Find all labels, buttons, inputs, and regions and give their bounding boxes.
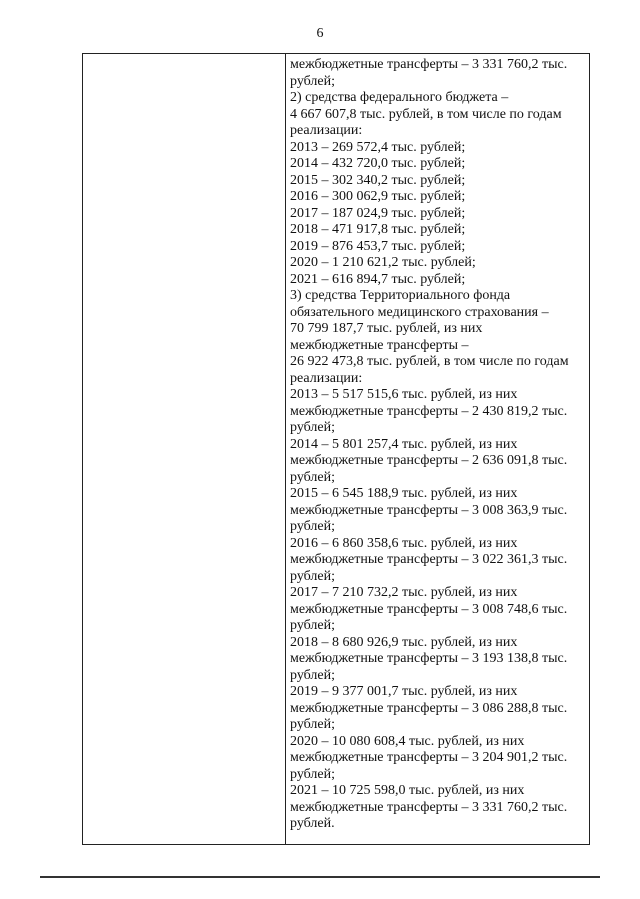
text-line: межбюджетные трансферты – 3 022 361,3 тыс. — [290, 552, 568, 567]
text-line: межбюджетные трансферты – 3 331 760,2 тыс. — [290, 799, 568, 815]
table-left-cell — [83, 54, 286, 844]
text-line: 2017 – 7 210 732,2 тыс. рублей, из них — [290, 585, 518, 600]
text-line: рублей. — [290, 816, 335, 831]
text-line: 2021 – 616 894,7 тыс. рублей; — [290, 271, 466, 287]
text-line: 2014 – 432 720,0 тыс. рублей; — [290, 156, 466, 171]
page-number: 6 — [316, 26, 324, 41]
text-line: межбюджетные трансферты – 3 008 748,6 тыс. — [290, 601, 568, 617]
text-line: рублей; — [290, 73, 335, 89]
text-line: 2015 – 302 340,2 тыс. рублей; — [290, 172, 466, 188]
text-line: обязательного медицинского страхования – — [290, 304, 549, 320]
text-line: 2013 – 269 572,4 тыс. рублей; — [290, 139, 466, 155]
footer-rule — [40, 876, 600, 878]
text-line: 3) средства Территориального фонда — [290, 288, 511, 303]
text-line: межбюджетные трансферты – 3 204 901,2 тыс. — [290, 750, 568, 765]
text-line: 2020 – 10 080 608,4 тыс. рублей, из них — [290, 733, 525, 749]
text-line: рублей; — [290, 766, 335, 782]
text-line: 2021 – 10 725 598,0 тыс. рублей, из них — [290, 783, 525, 798]
text-line: 2013 – 5 517 515,6 тыс. рублей, из них — [290, 387, 518, 402]
text-line: 2015 – 6 545 188,9 тыс. рублей, из них — [290, 486, 518, 501]
text-line: межбюджетные трансферты – 3 193 138,8 тыс. — [290, 651, 568, 666]
text-line: рублей; — [290, 420, 335, 435]
text-line: 2019 – 876 453,7 тыс. рублей; — [290, 238, 466, 254]
text-line: рублей; — [290, 469, 335, 485]
text-line: межбюджетные трансферты – 3 008 363,9 тыс. — [290, 502, 568, 518]
text-line: межбюджетные трансферты – 3 331 760,2 тыс. — [290, 57, 568, 72]
text-line: 26 922 473,8 тыс. рублей, в том числе по годам — [290, 354, 569, 369]
table-right-cell — [286, 57, 585, 833]
text-line: 2) средства федерального бюджета – — [290, 90, 509, 105]
text-line: межбюджетные трансферты – 2 636 091,8 тыс. — [290, 453, 568, 468]
text-line: межбюджетные трансферты – — [290, 337, 469, 353]
text-line: рублей; — [290, 717, 335, 732]
text-line: 2018 – 8 680 926,9 тыс. рублей, из них — [290, 634, 518, 650]
text-line: межбюджетные трансферты – 3 086 288,8 тыс. — [290, 700, 568, 716]
text-line: 2020 – 1 210 621,2 тыс. рублей; — [290, 255, 476, 270]
text-line: реализации: — [290, 370, 363, 386]
text-line: рублей; — [290, 618, 335, 633]
text-line: 4 667 607,8 тыс. рублей, в том числе по годам — [290, 106, 562, 122]
text-line: рублей; — [290, 568, 335, 584]
text-line: 2019 – 9 377 001,7 тыс. рублей, из них — [290, 684, 518, 699]
document-table — [82, 53, 590, 845]
text-line: 2016 – 6 860 358,6 тыс. рублей, из них — [290, 535, 518, 551]
text-line: 2014 – 5 801 257,4 тыс. рублей, из них — [290, 436, 518, 452]
text-line: 70 799 187,7 тыс. рублей, из них — [290, 321, 483, 336]
text-line: рублей; — [290, 519, 335, 534]
text-line: реализации: — [290, 123, 363, 138]
text-line: межбюджетные трансферты – 2 430 819,2 тыс. — [290, 403, 568, 419]
text-line: 2017 – 187 024,9 тыс. рублей; — [290, 205, 466, 221]
text-line: рублей; — [290, 667, 335, 683]
text-line: 2016 – 300 062,9 тыс. рублей; — [290, 189, 466, 204]
text-line: 2018 – 471 917,8 тыс. рублей; — [290, 222, 466, 237]
